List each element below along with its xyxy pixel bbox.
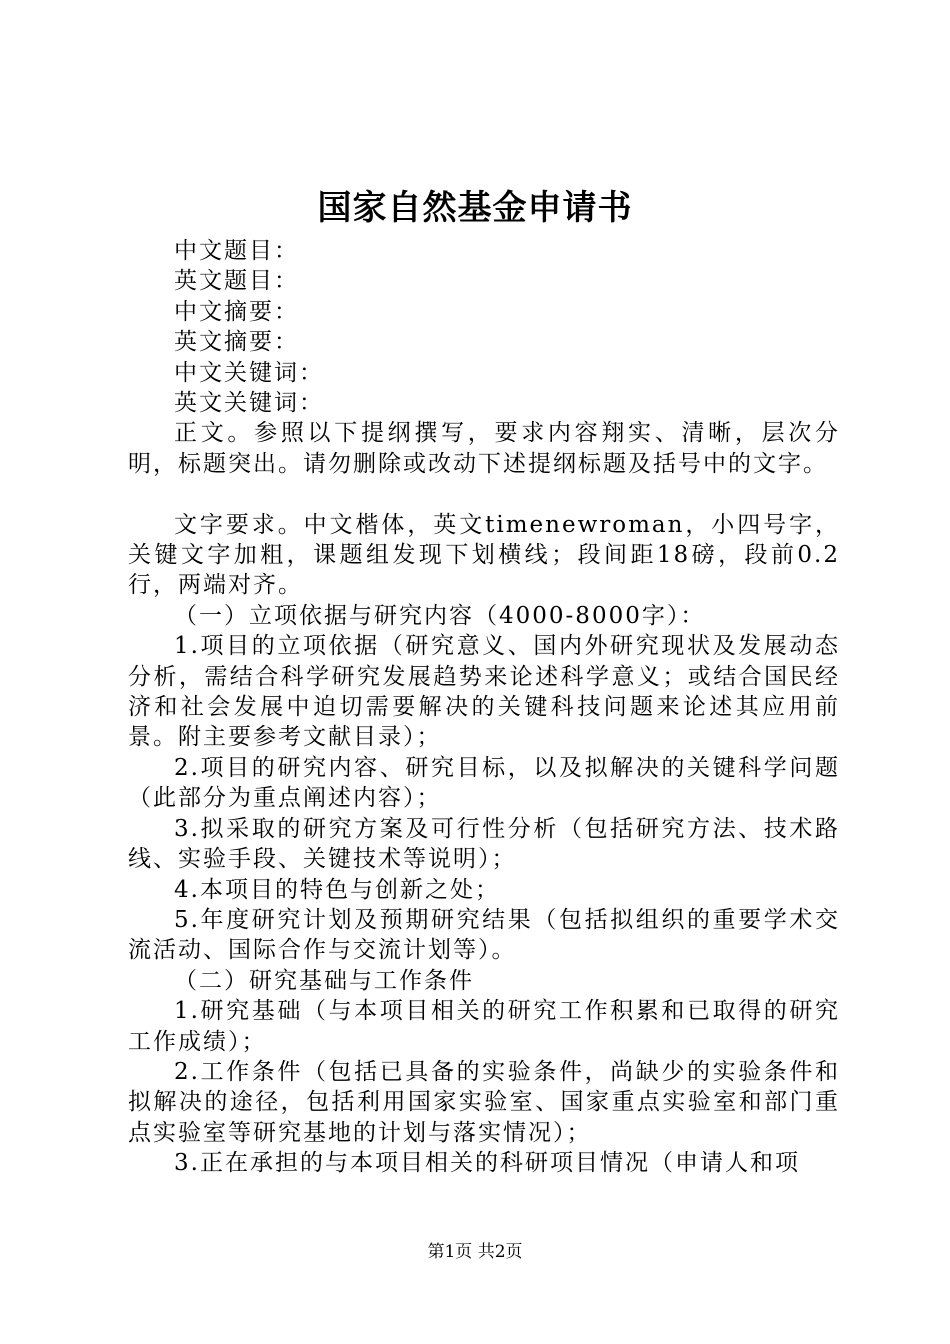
blank-line [128,479,840,509]
paragraph-main-text-instructions: 正文。参照以下提纲撰写，要求内容翔实、清晰，层次分明，标题突出。请勿删除或改动下述提纲标题及括号中的文字。 [128,420,840,477]
section-heading-2: （二）研究基础与工作条件 [174,967,474,994]
field-chinese-title: 中文题目： [174,238,299,264]
list-item: 1.研究基础（与本项目相关的研究工作积累和已取得的研究工作成绩）； [128,998,840,1055]
list-item: 4.本项目的特色与创新之处； [174,876,500,903]
list-item: 3.正在承担的与本项目相关的科研项目情况（申请人和项 [174,1150,800,1177]
list-item: 3.拟采取的研究方案及可行性分析（包括研究方法、技术路线、实验手段、关键技术等说明）； [128,815,840,873]
list-item: 2.项目的研究内容、研究目标，以及拟解决的关键科学问题（此部分为重点阐述内容）； [128,754,840,812]
paragraph-format-requirements: 文字要求。中文楷体，英文timenewroman，小四号字，关键文字加粗，课题组发现下划横线；段间距18磅，段前0.2行，两端对齐。 [128,511,840,599]
field-english-keywords: 英文关键词： [174,390,324,417]
list-item: 2.工作条件（包括已具备的实验条件，尚缺少的实验条件和拟解决的途径，包括利用国家实验室、国家重点实验室和部门重点实验室等研究基地的计划与落实情况）； [128,1058,840,1146]
document-title: 国家自然基金申请书 [317,188,633,228]
field-english-title: 英文题目： [174,268,299,295]
document-body [128,236,840,1179]
list-item: 1.项目的立项依据（研究意义、国内外研究现状及发展动态分析，需结合科学研究发展趋势来论述科学意义；或结合国民经济和社会发展中迫切需要解决的关键科技问题来论述其应用前景。附主要参考文献目录）； [128,633,840,751]
field-chinese-keywords: 中文关键词： [174,359,324,386]
field-chinese-abstract: 中文摘要： [174,298,299,325]
field-english-abstract: 英文摘要： [174,329,299,356]
page-number-footer: 第1页 共2页 [427,1242,523,1262]
section-heading-1: （一）立项依据与研究内容（4000-8000字）： [174,602,706,629]
list-item: 5.年度研究计划及预期研究结果（包括拟组织的重要学术交流活动、国际合作与交流计划等）。 [128,906,840,964]
